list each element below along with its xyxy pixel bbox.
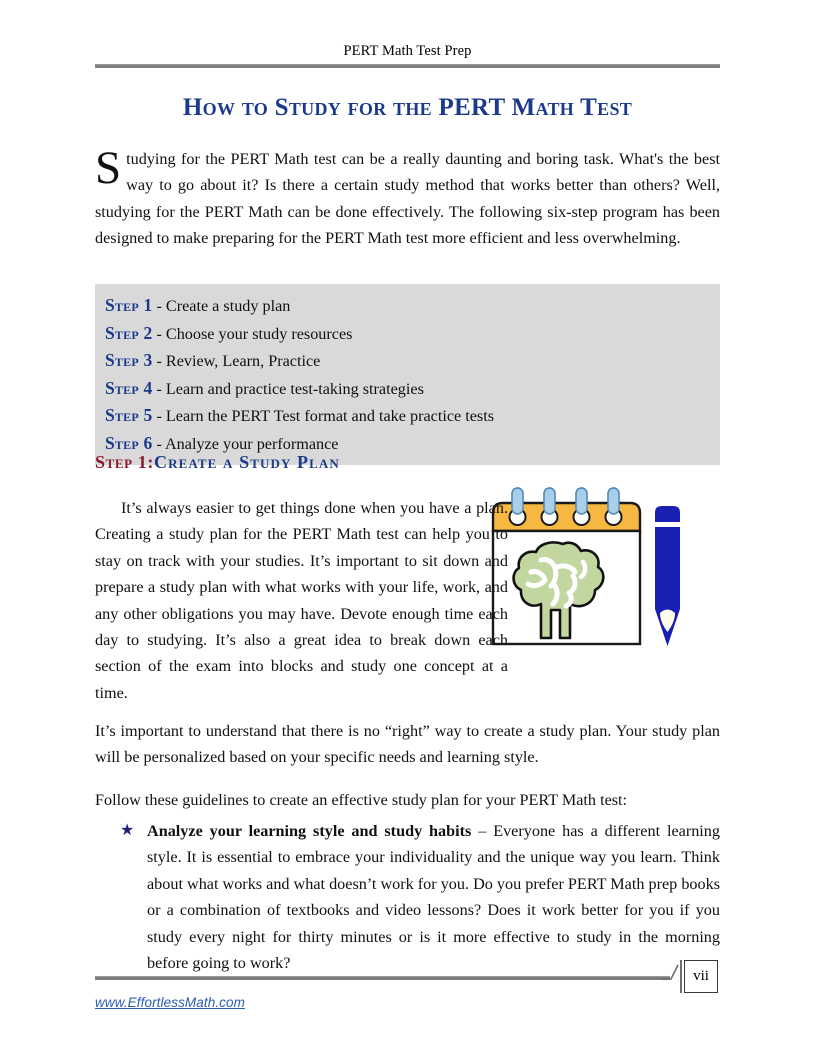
intro-paragraph: Studying for the PERT Math test can be a really daunting and boring task. What's the best way to go about it? Is there a certain study method that works better than others? Well, studying for the PERT Math can be done effectively. The following six-step program has been designed to make preparing for the PERT Math test more efficient and less overwhelming. (95, 142, 720, 248)
guidelines-paragraph: Follow these guidelines to create an effective study plan for your PERT Math test: (95, 790, 628, 809)
step-label: Step 5 (105, 405, 153, 425)
right-way-paragraph: It’s important to understand that there is no “right” way to create a study plan. Your study plan will be personalized based on your specific needs and learning style. (95, 722, 720, 767)
step-description: - Review, Learn, Practice (152, 352, 321, 370)
step-label: Step 3 (105, 350, 153, 370)
section-title: Create a Study Plan (154, 452, 340, 472)
guidelines-bullet-list (95, 818, 720, 976)
section-heading (95, 452, 340, 473)
step-list-item (95, 320, 720, 348)
step-label: Step 4 (105, 377, 153, 398)
step-label: Step 1 (105, 295, 153, 315)
study-plan-paragraph: It’s always easier to get things done when you have a plan. Creating a study plan for the PERT Math test can help you to stay on track with your studies. It’s important to sit down and prepare a study plan with what works with your life, work, and any other obligations you may have. Devote enough time each day to studying. It’s also a great idea to break down each section of the exam into blocks and study one concept at a time. (95, 499, 508, 702)
bullet-body-text: – Everyone has a different learning style. It is essential to embrace your individuality and the unique way you learn. Think about what works and what doesn’t work for you. Do you prefer PERT Math prep books or a combination of textbooks and video lessons? Does it work better for you if you study every night for thirty minutes or is it more effective to study in the morning before going to work? (147, 822, 720, 973)
step-description: - Create a study plan (152, 297, 291, 315)
study-plan-paragraph-block (95, 495, 720, 718)
intro-section (95, 142, 720, 264)
page-header (95, 44, 720, 68)
step-label: Step 6 (105, 432, 153, 453)
step-description: - Analyze your performance (152, 434, 339, 453)
step-description: - Learn the PERT Test format and take practice tests (152, 407, 495, 425)
footer-divider (95, 976, 670, 980)
step-list-item (95, 347, 720, 375)
lower-paragraph-block (95, 718, 720, 829)
bullet-lead-text: Analyze your learning style and study habits (147, 822, 472, 840)
page-title: How to Study for the PERT Math Test (182, 94, 633, 121)
steps-summary-box (95, 284, 720, 465)
website-link[interactable]: www.EffortlessMath.com (95, 995, 245, 1010)
figure-text-wrap-spacer (508, 495, 720, 655)
step-list-item (95, 375, 720, 403)
step-list-item (95, 292, 720, 320)
step-list-item (95, 402, 720, 430)
step-label: Step 2 (105, 322, 153, 343)
section-number: Step 1: (95, 452, 154, 472)
header-divider (95, 64, 720, 68)
running-title: PERT Math Test Prep (343, 43, 472, 59)
page-number-box: vii (684, 960, 718, 993)
list-item (95, 818, 720, 976)
step-description: - Learn and practice test-taking strategies (152, 379, 424, 398)
step-description: - Choose your study resources (152, 324, 353, 343)
star-bullet-icon: ★ (120, 822, 135, 839)
